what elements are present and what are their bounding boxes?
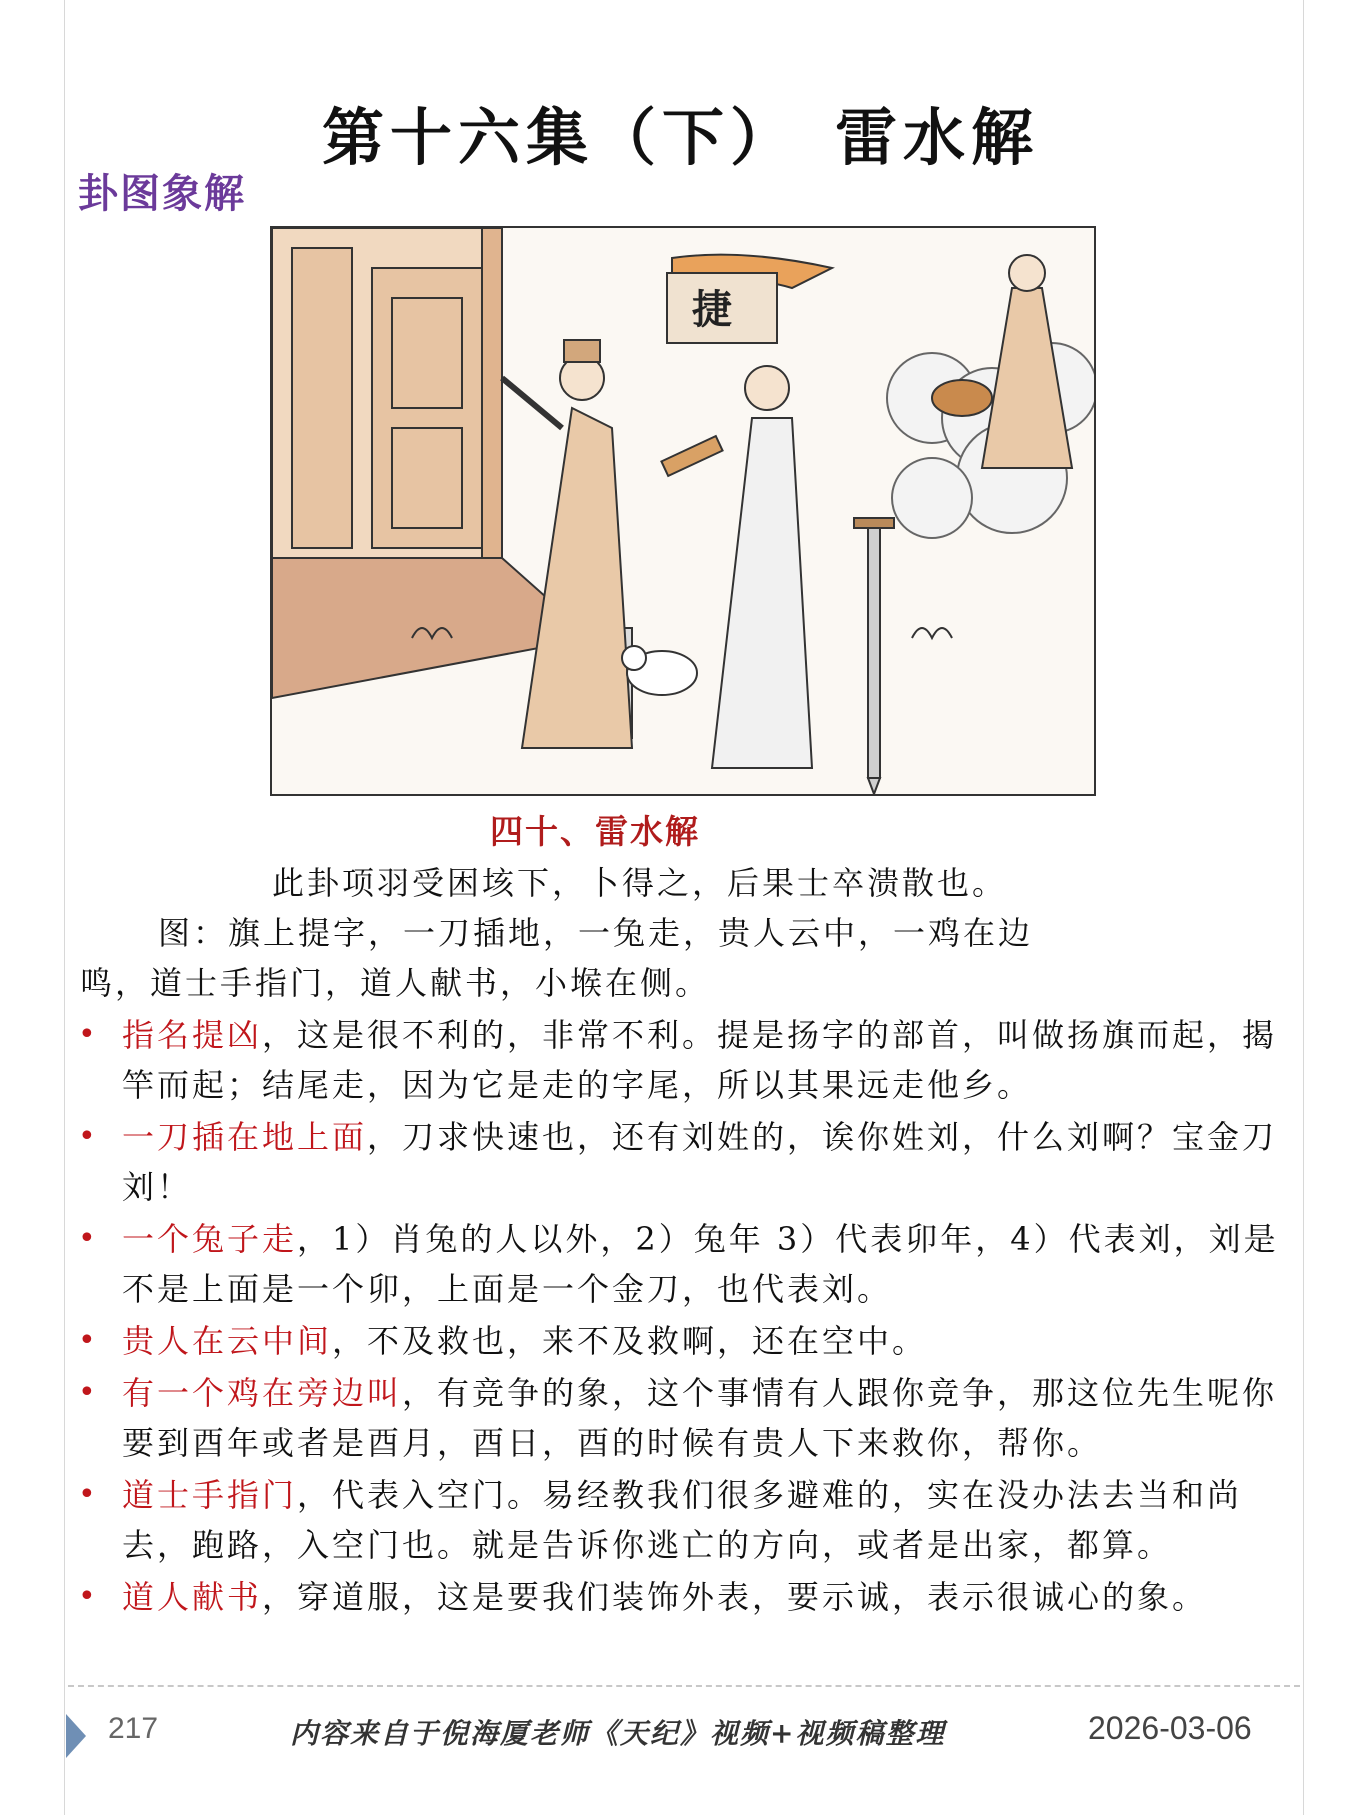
intro-paragraph: 此卦项羽受困垓下，卜得之，后果士卒溃散也。: [272, 864, 1008, 902]
list-item: [72, 1572, 1302, 1622]
list-item: [72, 1112, 1302, 1212]
highlight-term: 道人献书: [122, 1578, 263, 1616]
highlight-term: 指名提凶: [122, 1016, 263, 1054]
bullet-icon: •: [78, 1579, 99, 1614]
bullet-icon: •: [78, 1017, 99, 1052]
list-item: [72, 1316, 1302, 1366]
highlight-term: 一个兔子走: [122, 1220, 298, 1258]
footer-date: 2026-03-06: [1088, 1710, 1252, 1746]
source-note: 内容来自于倪海厦老师《天纪》视频+视频稿整理: [290, 1717, 946, 1750]
bullet-icon: •: [78, 1375, 99, 1410]
page-number: 217: [108, 1712, 159, 1745]
item-text: ，这是很不利的，非常不利。提是扬字的部首，叫做扬旗而起，揭竿而起；结尾走，因为它是走的字尾，所以其果远走他乡。: [122, 1016, 1278, 1104]
bullet-icon: •: [78, 1119, 99, 1154]
list-item: [72, 1368, 1302, 1468]
item-text: ，刀求快速也，还有刘姓的，诶你姓刘，什么刘啊？宝金刀刘！: [122, 1118, 1278, 1206]
illustration-caption: 四十、雷水解: [490, 812, 700, 851]
bullet-icon: •: [78, 1477, 99, 1512]
item-text: ，穿道服，这是要我们装饰外表，要示诚，表示很诚心的象。: [262, 1578, 1208, 1616]
highlight-term: 有一个鸡在旁边叫: [122, 1374, 403, 1412]
item-text: ，有竞争的象，这个事情有人跟你竞争，那这位先生呢你要到酉年或者是酉月，酉日，酉的时候有贵人下来救你，帮你。: [122, 1374, 1278, 1462]
item-text: ，代表入空门。易经教我们很多避难的，实在没办法去当和尚去，跑路，入空门也。就是告诉你逃亡的方向，或者是出家，都算。: [122, 1476, 1243, 1564]
list-item: [72, 1010, 1302, 1110]
bullet-icon: •: [78, 1323, 99, 1358]
page-title: 第十六集（下） 雷水解: [321, 101, 1039, 174]
footer-divider: [68, 1685, 1300, 1687]
image-description-paragraph: 图：旗上提字，一刀插地，一兔走，贵人云中，一鸡在边鸣，道士手指门，道人献书，小堠在侧。: [80, 914, 1034, 1002]
illustration-drawing: [272, 228, 1094, 794]
list-item: [72, 1214, 1302, 1314]
flag-character: 捷: [692, 286, 732, 333]
highlight-term: 道士手指门: [122, 1476, 298, 1514]
triangle-icon: [66, 1714, 86, 1758]
explanation-list: [72, 1010, 1302, 1624]
item-text: ，1）肖兔的人以外，2）兔年 3）代表卯年，4）代表刘，刘是不是上面是一个卯，上面是一个金刀，也代表刘。: [122, 1220, 1279, 1308]
item-text: ，不及救也，来不及救啊，还在空中。: [332, 1322, 928, 1360]
list-item: [72, 1470, 1302, 1570]
bullet-icon: •: [78, 1221, 99, 1256]
highlight-term: 一刀插在地上面: [122, 1118, 368, 1156]
section-label: 卦图象解: [78, 170, 246, 217]
highlight-term: 贵人在云中间: [122, 1322, 333, 1360]
hexagram-illustration: [270, 226, 1096, 796]
